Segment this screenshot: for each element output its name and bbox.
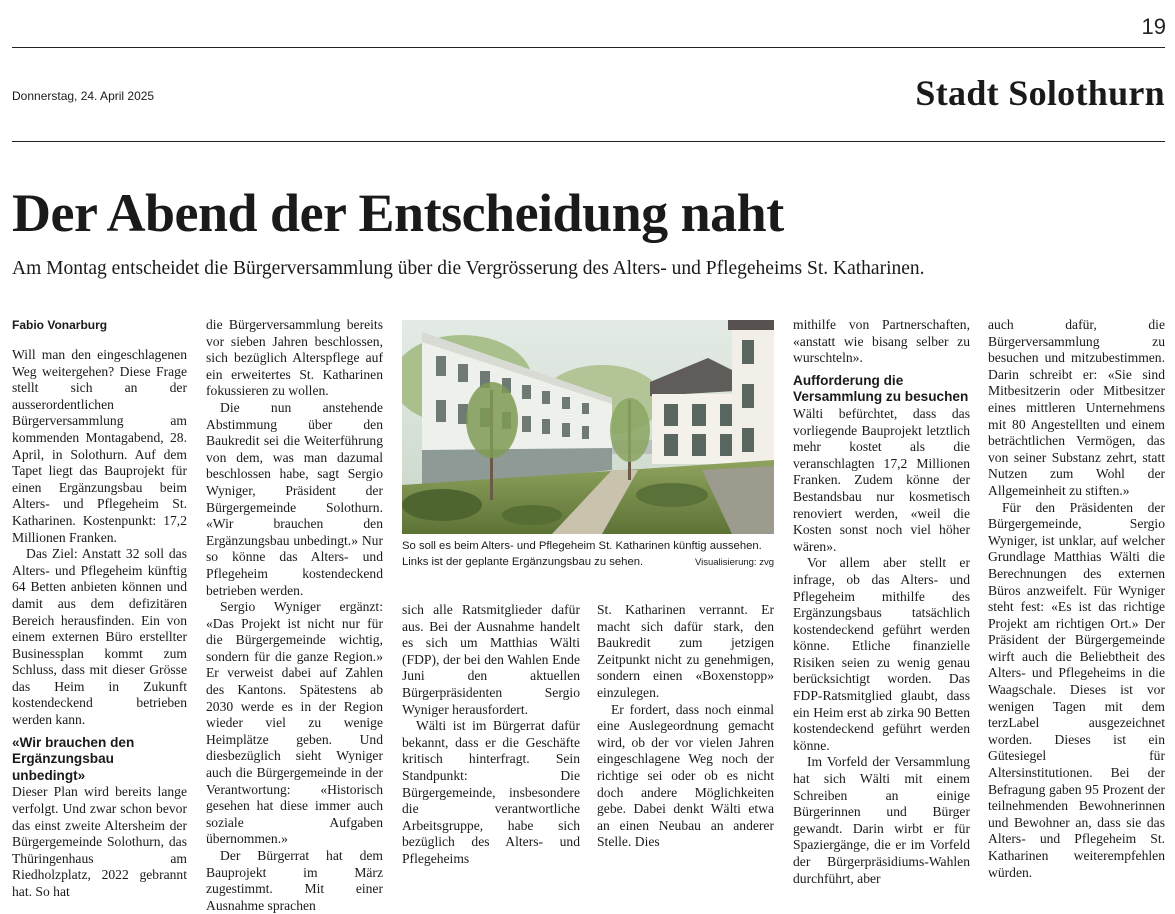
subheading: Aufforderung die Versammlung zu besuchen <box>793 372 969 405</box>
paragraph: Wälti befürchtet, dass das vorliegende Bauprojekt letztlich mehr kostet als die veranschlagten 17,2 Millionen Franken. Zudem könne der Bestandsbau nur kosmetisch renoviert werden, «weil die Kosten sonst noch viel höher wären». <box>793 405 970 554</box>
paragraph: Wälti ist im Bürgerrat dafür bekannt, dass er die Geschäfte kritisch hinterfragt. Sein Standpunkt: Die Bürgergemeinde, insbesondere die verantwortliche Arbeitsgruppe, habe sich bezüglich des Alters- und Pflegeheims <box>402 718 580 866</box>
paragraph: die Bürgerversammlung bereits vor sieben Jahren beschlossen, sich bezüglich Alterspflege auf ein erweitertes St. Katharinen fokussieren zu wollen. <box>206 317 383 399</box>
paragraph: Die nun anstehende Abstimmung über den Baukredit sei die Weiterführung von dem, was man dazumal beschlossen habe, sagt Sergio Wyniger, Präsident der Bürgergemeinde Solothurn. «Wir brauchen den Ergänzungsbau unbedingt.» Nur so könne das Alters- und Pflegeheim kostendeckend betrieben werden. <box>206 399 383 598</box>
article-column-3 <box>402 602 580 868</box>
section-title: Stadt Solothurn <box>915 73 1165 113</box>
paragraph: mithilfe von Partnerschaften, «anstatt wie bisang selber zu wurschteln». <box>793 317 970 366</box>
building-visualization-image <box>402 320 774 534</box>
issue-date: Donnerstag, 24. April 2025 <box>12 89 155 103</box>
top-rule <box>12 47 1165 48</box>
author-byline: Fabio Vonarburg <box>12 318 108 332</box>
article-column-4 <box>597 602 774 851</box>
paragraph: Das Ziel: Anstatt 32 soll das Alters- und Pflegeheim künftig 64 Betten anbieten können und damit aus dem defizitären Bereich herausfinden. Ein von einem externen Büro erstellter Businessplan kommt zum Schluss, dass mit dieser Grösse das Heim in Zukunft kostendeckend betrieben werden kann. <box>12 546 187 728</box>
article-column-6 <box>988 317 1165 881</box>
paragraph: Vor allem aber stellt er infrage, ob das Alters- und Pflegeheim mithilfe des Ergänzungsbaus tatsächlich kostendeckend geführt werden könne. Etliche finanzielle Risiken seien zu wenig genau berücksichtigt worden. Das FDP-Ratsmitglied glaubt, dass ein Heim erst ab zirka 90 Betten kostendeckend geführt werden könne. <box>793 555 970 753</box>
paragraph: St. Katharinen verrannt. Er macht sich dafür stark, den Baukredit zum jetzigen Zeitpunkt nicht zu genehmigen, sondern einen «Boxenstopp» einzulegen. <box>597 602 774 700</box>
subheading: «Wir brauchen den Ergänzungsbau unbedingt» <box>12 734 135 783</box>
paragraph: Er fordert, dass noch einmal eine Auslegeordnung gemacht wird, ob der vor vielen Jahren eingeschlagene Weg noch der richtige sei oder ob es nicht doch andere Möglichkeiten gebe. Dabei denkt Wälti etwa an einen Neubau an anderer Stelle. Dies <box>597 701 774 850</box>
page-number: 19 <box>1141 14 1166 39</box>
paragraph: auch dafür, die Bürgerversammlung zu besuchen und mitzubestimmen. Darin schreibt er: «Sie sind Mitbesitzerin oder Mitbesitzer eines mittleren Unternehmens mit 80 Angestellten und einem beträchtlichen Vermögen, das von seiner Substanz zehrt, statt Nutzen zum Wohl der Allgemeinheit zu stiften.» <box>988 317 1165 498</box>
article-column-1 <box>12 317 187 901</box>
lead-text: Am Montag entscheidet die Bürgerversammlung über die Vergrösserung des Alters- und Pflegeheims St. Katharinen. <box>12 258 925 279</box>
paragraph: Im Vorfeld der Versammlung hat sich Wälti mit einem Schreiben an einige Bürgerinnen und Bürger gewandt. Darin wirbt er für Spaziergänge, die er im Vorfeld der Bürgerpräsidiums-Wahlen durchführt, aber <box>793 754 970 886</box>
paragraph: Sergio Wyniger ergänzt: «Das Projekt ist nicht nur für die Bürgergemeinde wichtig, sondern für die ganze Region.» Er verweist dabei auf Zahlen des Kantons. Spätestens ab 2030 werde es in der Region wieder viel zu wenige Heimplätze geben. Und diesbezüglich sieht Wyniger auch die Bürgergemeinde in der Verantwortung: «Historisch gesehen hat diese immer auch soziale Aufgaben übernommen.» <box>206 599 383 847</box>
headline: Der Abend der Entscheidung naht <box>12 183 784 243</box>
photo-credit: Visualisierung: zvg <box>694 557 774 568</box>
article-column-2 <box>206 317 383 914</box>
paragraph: Für den Präsidenten der Bürgergemeinde, Sergio Wyniger, ist unklar, auf welcher Grundlage Matthias Wälti die Berechnungen des externen Büros anzweifelt. Für Wyniger steht fest: «Es ist das richtige Projekt am richtigen Ort.» Der Präsident der Bürgergemeinde wirft auch die Beliebtheit des Alters- und Pflegeheims in die Waagschale. Dieses ist vor wenigen Tagen mit dem terzLabel ausgezeichnet worden. Dieses ist ein Gütesiegel für Altersinstitutionen. Bei der Befragung gaben 95 Prozent der teilnehmenden Bewohnerinnen und Bewohner an, dass sie das Alters- und Pflegeheim St. Katharinen weiterempfehlen würden. <box>988 499 1165 880</box>
paragraph: Der Bürgerrat hat dem Bauprojekt im März zugestimmt. Mit einer Ausnahme sprachen <box>206 848 383 913</box>
photo-caption: So soll es beim Alters- und Pflegeheim St. Katharinen künftig aussehen. Links ist der geplante Ergänzungsbau zu sehen. <box>402 540 762 568</box>
paragraph: sich alle Ratsmitglieder dafür aus. Bei der Ausnahme handelt es sich um Matthias Wälti (FDP), der bei den Wahlen Ende Juni den aktuellen Bürgerpräsidenten Sergio Wyniger herausfordert. <box>402 602 580 717</box>
section-rule <box>12 141 1165 142</box>
paragraph: Will man den eingeschlagenen Weg weitergehen? Diese Frage stellt sich an der ausserordentlichen Bürgerversammlung am kommenden Montagabend, 28. April, in Solothurn. Auf dem Tapet liegt das Bauprojekt für einen Ergänzungsbau beim Alters- und Pflegeheim St. Katharinen. Kostenpunkt: 17,2 Millionen Franken. <box>12 347 187 545</box>
building-illustration <box>402 320 774 534</box>
paragraph: Dieser Plan wird bereits lange verfolgt. Und zwar schon bevor das einst zweite Altersheim der Bürgergemeinde Solothurn, das Thüringenhaus am Riedholzplatz, 2022 gebrannt hat. So hat <box>12 784 187 899</box>
article-column-5 <box>793 317 970 887</box>
